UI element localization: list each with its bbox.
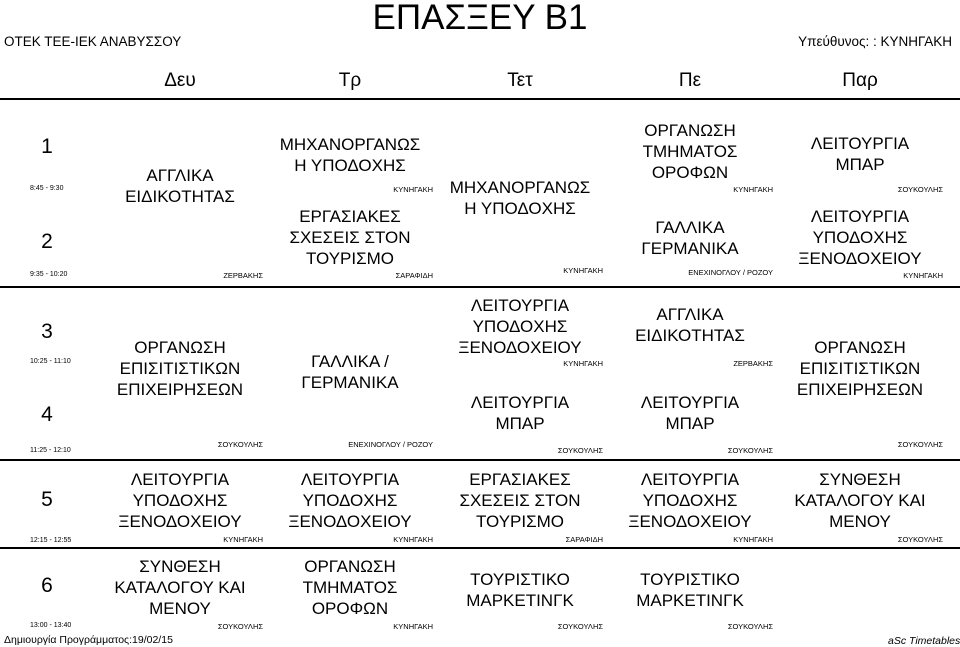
- period-time: 13:00 - 13:40: [30, 622, 72, 629]
- lesson-teacher: ΣΑΡΑΦΙΔΗ: [395, 271, 433, 280]
- day-header-tue: Τρ: [338, 70, 362, 91]
- lesson-teacher: ΣΑΡΑΦΙΔΗ: [565, 535, 603, 544]
- lesson-card: [605, 117, 775, 185]
- period-number: 1: [41, 135, 53, 158]
- lesson-subject: ΑΓΓΛΙΚΑ ΕΙΔΙΚΟΤΗΤΑΣ: [635, 305, 745, 345]
- creation-date: Δημιουργία Προγράμματος:19/02/15: [4, 634, 173, 646]
- day-header-thu: Πε: [678, 70, 702, 91]
- lesson-teacher: ΣΟΥΚΟΥΛΗΣ: [727, 446, 773, 455]
- lesson-teacher: ΕΝΕΧΙΝΟΓΛΟΥ / ΡΟΖΟΥ: [348, 440, 433, 449]
- lesson-teacher: ΖΕΡΒΑΚΗΣ: [733, 359, 773, 368]
- lesson-card: [605, 301, 775, 349]
- lesson-subject: ΛΕΙΤΟΥΡΓΙΑ ΥΠΟΔΟΧΗΣ ΞΕΝΟΔΟΧΕΙΟΥ: [288, 469, 412, 531]
- lesson-card: [95, 334, 265, 402]
- row-divider: [0, 98, 960, 100]
- lesson-card: [435, 292, 605, 360]
- lesson-teacher: ΣΟΥΚΟΥΛΗΣ: [897, 440, 943, 449]
- row-divider: [0, 286, 960, 288]
- lesson-subject: ΑΓΓΛΙΚΑ ΕΙΔΙΚΟΤΗΤΑΣ: [125, 166, 235, 206]
- page-title: ΕΠΑΣΞΕΥ Β1: [372, 0, 588, 37]
- school-name: ΟΤΕΚ ΤΕΕ-ΙΕΚ ΑΝΑΒΥΣΣΟΥ: [4, 34, 182, 49]
- lesson-teacher: ΚΥΝΗΓΑΚΗ: [733, 535, 773, 544]
- lesson-card: [265, 553, 435, 621]
- period-time: 11:25 - 12:10: [30, 447, 71, 454]
- lesson-subject: ΛΕΙΤΟΥΡΓΙΑ ΥΠΟΔΟΧΗΣ ΞΕΝΟΔΟΧΕΙΟΥ: [628, 469, 752, 531]
- lesson-card: [435, 389, 605, 437]
- lesson-subject: ΓΑΛΛΙΚΑ ΓΕΡΜΑΝΙΚΑ: [641, 218, 739, 258]
- lesson-subject: ΜΗΧΑΝΟΡΓΑΝΩΣ Η ΥΠΟΔΟΧΗΣ: [449, 178, 591, 218]
- lesson-card: [605, 566, 775, 614]
- period-time: 9:35 - 10:20: [30, 271, 68, 278]
- row-divider: [0, 459, 960, 461]
- lesson-teacher: ΕΝΕΧΙΝΟΓΛΟΥ / ΡΟΖΟΥ: [688, 268, 773, 277]
- lesson-subject: ΕΡΓΑΣΙΑΚΕΣ ΣΧΕΣΕΙΣ ΣΤΟΝ ΤΟΥΡΙΣΜΟ: [459, 469, 581, 531]
- lesson-subject: ΛΕΙΤΟΥΡΓΙΑ ΜΠΑΡ: [470, 393, 570, 433]
- lesson-subject: ΟΡΓΑΝΩΣΗ ΕΠΙΣΙΤΙΣΤΙΚΩΝ ΕΠΙΧΕΙΡΗΣΕΩΝ: [796, 337, 924, 399]
- lesson-subject: ΓΑΛΛΙΚΑ / ΓΕΡΜΑΝΙΚΑ: [301, 352, 399, 392]
- lesson-card: [265, 348, 435, 396]
- lesson-teacher: ΣΟΥΚΟΥΛΗΣ: [727, 622, 773, 631]
- period-number: 2: [41, 230, 53, 253]
- lesson-subject: ΣΥΝΘΕΣΗ ΚΑΤΑΛΟΓΟΥ ΚΑΙ ΜΕΝΟΥ: [114, 556, 246, 618]
- lesson-subject: ΤΟΥΡΙΣΤΙΚΟ ΜΑΡΚΕΤΙΝΓΚ: [636, 570, 744, 610]
- lesson-teacher: ΚΥΝΗΓΑΚΗ: [903, 271, 943, 280]
- lesson-teacher: ΚΥΝΗΓΑΚΗ: [393, 185, 433, 194]
- period-time: 8:45 - 9:30: [30, 185, 64, 192]
- day-header-fri: Παρ: [842, 70, 878, 91]
- lesson-teacher: ΚΥΝΗΓΑΚΗ: [393, 535, 433, 544]
- lesson-teacher: ΣΟΥΚΟΥΛΗΣ: [557, 446, 603, 455]
- lesson-card: [265, 124, 435, 186]
- lesson-subject: ΛΕΙΤΟΥΡΓΙΑ ΜΠΑΡ: [810, 134, 910, 174]
- lesson-teacher: ΖΕΡΒΑΚΗΣ: [223, 271, 263, 280]
- lesson-card: [95, 101, 265, 271]
- row-divider: [0, 547, 960, 549]
- lesson-card: [435, 466, 605, 534]
- day-header-wed: Τετ: [507, 70, 533, 91]
- lesson-card: [775, 203, 945, 271]
- lesson-card: [775, 334, 945, 402]
- lesson-card: [95, 553, 265, 621]
- lesson-card: [605, 389, 775, 437]
- period-number: 6: [41, 574, 53, 597]
- lesson-card: [435, 566, 605, 614]
- lesson-card: [605, 214, 775, 262]
- lesson-teacher: ΚΥΝΗΓΑΚΗ: [223, 535, 263, 544]
- lesson-teacher: ΣΟΥΚΟΥΛΗΣ: [557, 622, 603, 631]
- lesson-card: [265, 466, 435, 534]
- lesson-subject: ΜΗΧΑΝΟΡΓΑΝΩΣ Η ΥΠΟΔΟΧΗΣ: [279, 135, 421, 175]
- period-number: 5: [41, 488, 53, 511]
- lesson-teacher: ΣΟΥΚΟΥΛΗΣ: [217, 440, 263, 449]
- lesson-card: [775, 466, 945, 534]
- lesson-teacher: ΣΟΥΚΟΥΛΗΣ: [217, 622, 263, 631]
- lesson-teacher: ΚΥΝΗΓΑΚΗ: [733, 185, 773, 194]
- brand-label: aSc Timetables: [888, 635, 960, 647]
- lesson-teacher: ΚΥΝΗΓΑΚΗ: [563, 359, 603, 368]
- lesson-subject: ΛΕΙΤΟΥΡΓΙΑ ΥΠΟΔΟΧΗΣ ΞΕΝΟΔΟΧΕΙΟΥ: [118, 469, 242, 531]
- lesson-card: [435, 168, 605, 228]
- period-time: 12:15 - 12:55: [30, 537, 72, 544]
- period-time: 10:25 - 11:10: [30, 358, 71, 365]
- period-number: 4: [41, 403, 53, 426]
- lesson-card: [775, 130, 945, 178]
- lesson-teacher: ΣΟΥΚΟΥΛΗΣ: [897, 185, 943, 194]
- lesson-teacher: ΣΟΥΚΟΥΛΗΣ: [897, 535, 943, 544]
- lesson-subject: ΟΡΓΑΝΩΣΗ ΕΠΙΣΙΤΙΣΤΙΚΩΝ ΕΠΙΧΕΙΡΗΣΕΩΝ: [116, 337, 244, 399]
- lesson-card: [265, 203, 435, 271]
- lesson-teacher: ΚΥΝΗΓΑΚΗ: [393, 622, 433, 631]
- responsible-teacher: Υπεύθυνος: : ΚΥΝΗΓΑΚΗ: [798, 34, 952, 49]
- lesson-subject: ΤΟΥΡΙΣΤΙΚΟ ΜΑΡΚΕΤΙΝΓΚ: [466, 570, 574, 610]
- lesson-subject: ΛΕΙΤΟΥΡΓΙΑ ΜΠΑΡ: [640, 393, 740, 433]
- lesson-subject: ΟΡΓΑΝΩΣΗ ΤΜΗΜΑΤΟΣ ΟΡΟΦΩΝ: [642, 120, 738, 182]
- day-header-mon: Δευ: [164, 70, 196, 91]
- lesson-subject: ΟΡΓΑΝΩΣΗ ΤΜΗΜΑΤΟΣ ΟΡΟΦΩΝ: [302, 556, 398, 618]
- lesson-subject: ΣΥΝΘΕΣΗ ΚΑΤΑΛΟΓΟΥ ΚΑΙ ΜΕΝΟΥ: [794, 469, 926, 531]
- lesson-teacher: ΚΥΝΗΓΑΚΗ: [563, 266, 603, 275]
- lesson-subject: ΛΕΙΤΟΥΡΓΙΑ ΥΠΟΔΟΧΗΣ ΞΕΝΟΔΟΧΕΙΟΥ: [798, 206, 922, 268]
- lesson-card: [95, 466, 265, 534]
- lesson-card: [605, 466, 775, 534]
- lesson-subject: ΛΕΙΤΟΥΡΓΙΑ ΥΠΟΔΟΧΗΣ ΞΕΝΟΔΟΧΕΙΟΥ: [458, 295, 582, 357]
- period-number: 3: [41, 320, 53, 343]
- lesson-subject: ΕΡΓΑΣΙΑΚΕΣ ΣΧΕΣΕΙΣ ΣΤΟΝ ΤΟΥΡΙΣΜΟ: [289, 206, 411, 268]
